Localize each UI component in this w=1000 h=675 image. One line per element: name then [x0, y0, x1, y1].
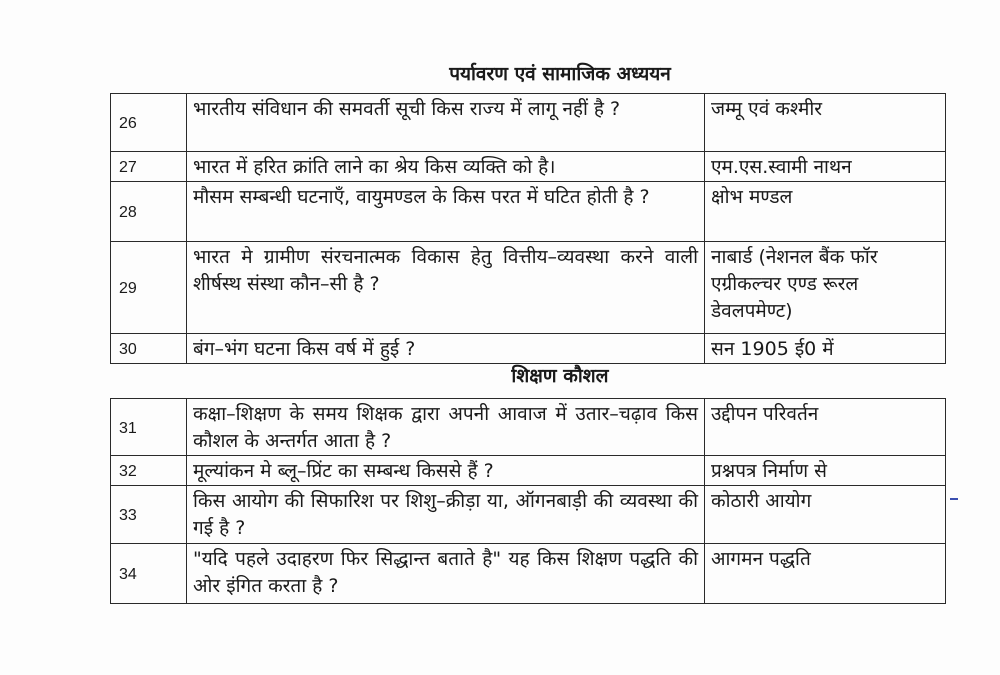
question-text: बंग–भंग घटना किस वर्ष में हुई ?	[187, 334, 705, 364]
qa-table-teaching-skills	[110, 398, 946, 604]
question-number: 30	[111, 334, 187, 364]
question-text: मौसम सम्बन्धी घटनाएँ, वायुमण्डल के किस परत में घटित होती है ?	[187, 182, 705, 242]
answer-text: क्षोभ मण्डल	[705, 182, 946, 242]
question-text: मूल्यांकन मे ब्लू–प्रिंट का सम्बन्ध किससे हैं ?	[187, 456, 705, 486]
question-number: 29	[111, 242, 187, 334]
question-text: भारत में हरित क्रांति लाने का श्रेय किस व्यक्ति को है।	[187, 152, 705, 182]
answer-text: उद्दीपन परिवर्तन	[705, 399, 946, 456]
question-number: 32	[111, 456, 187, 486]
answer-text: नाबार्ड (नेशनल बैंक फॉर एग्रीकल्चर एण्ड रूरल डेवलपमेण्ट)	[705, 242, 946, 334]
question-text: भारतीय संविधान की समवर्ती सूची किस राज्य में लागू नहीं है ?	[187, 94, 705, 152]
qa-table-environment-social-studies	[110, 93, 946, 364]
table-row	[111, 182, 946, 242]
question-number: 31	[111, 399, 187, 456]
question-number: 27	[111, 152, 187, 182]
table-row	[111, 456, 946, 486]
section-title-environment-social-studies: पर्यावरण एवं सामाजिक अध्ययन	[449, 63, 671, 85]
question-text: भारत मे ग्रामीण संरचनात्मक विकास हेतु वित्तीय–व्यवस्था करने वाली शीर्षस्थ संस्था कौन–सी है ?	[187, 242, 705, 334]
section-title-teaching-skills: शिक्षण कौशल	[511, 365, 609, 387]
pen-mark	[950, 498, 958, 500]
table-row	[111, 242, 946, 334]
table-row	[111, 94, 946, 152]
answer-text: कोठारी आयोग	[705, 486, 946, 544]
answer-text: सन 1905 ई0 में	[705, 334, 946, 364]
question-text: कक्षा–शिक्षण के समय शिक्षक द्वारा अपनी आवाज में उतार–चढ़ाव किस कौशल के अन्तर्गत आता है ?	[187, 399, 705, 456]
answer-text: आगमन पद्धति	[705, 544, 946, 604]
question-text: "यदि पहले उदाहरण फिर सिद्धान्त बताते है" यह किस शिक्षण पद्धति की ओर इंगित करता है ?	[187, 544, 705, 604]
answer-text: एम.एस.स्वामी नाथन	[705, 152, 946, 182]
question-number: 26	[111, 94, 187, 152]
table-row	[111, 399, 946, 456]
answer-text: जम्मू एवं कश्मीर	[705, 94, 946, 152]
answer-text: प्रश्नपत्र निर्माण से	[705, 456, 946, 486]
table-row	[111, 334, 946, 364]
table-row	[111, 544, 946, 604]
table-row	[111, 486, 946, 544]
question-number: 28	[111, 182, 187, 242]
question-text: किस आयोग की सिफारिश पर शिशु–क्रीड़ा या, ऑगनबाड़ी की व्यवस्था की गई है ?	[187, 486, 705, 544]
question-number: 34	[111, 544, 187, 604]
table-row	[111, 152, 946, 182]
question-number: 33	[111, 486, 187, 544]
